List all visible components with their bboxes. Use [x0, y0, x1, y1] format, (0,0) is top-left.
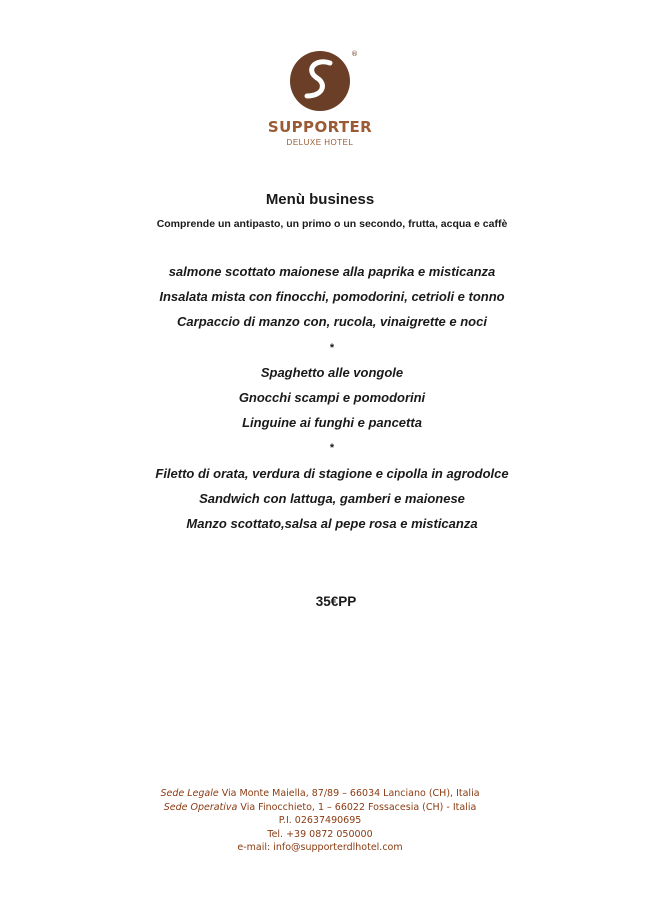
menu-title: Menù business	[265, 191, 375, 208]
dish-item: Spaghetto alle vongole	[260, 364, 404, 380]
supporter-s-circle-logo-icon	[285, 48, 358, 114]
sede-operativa-label: Sede Operativa	[163, 801, 238, 813]
dish-item: Gnocchi scampi e pomodorini	[238, 389, 426, 405]
dish-item: Insalata mista con finocchi, pomodorini, cetrioli e tonno	[159, 289, 505, 305]
registered-mark: ®	[351, 50, 358, 58]
footer-piva: P.I. 02637490695	[278, 815, 362, 826]
footer-sede-operativa	[0, 801, 640, 815]
sede-legale-address: Via Monte Maiella, 87/89 – 66034 Lanciano (CH), Italia	[221, 788, 480, 799]
sede-operativa-address: Via Finocchieto, 1 – 66022 Fossacesia (CH) - Italia	[240, 801, 477, 813]
menu-subtitle: Comprende un antipasto, un primo o un secondo, frutta, acqua e caffè	[156, 218, 508, 230]
hotel-logo	[0, 48, 640, 147]
footer-sede-legale	[0, 787, 640, 801]
footer-email[interactable]: e-mail: info@supporterdlhotel.com	[237, 842, 403, 853]
dish-item: Sandwich con lattuga, gamberi e maionese	[199, 490, 465, 506]
course-separator: *	[329, 341, 335, 354]
course-separator: *	[329, 442, 335, 455]
menu-price: 35€PP	[315, 594, 357, 609]
dish-item: Linguine ai funghi e pancetta	[242, 415, 422, 431]
brand-tagline: DELUXE HOTEL	[286, 138, 354, 147]
dish-item: Manzo scottato,salsa al pepe rosa e misticanza	[186, 515, 478, 531]
sede-legale-label: Sede Legale	[160, 788, 219, 799]
footer-phone: Tel. +39 0872 050000	[267, 828, 373, 840]
dish-list	[0, 263, 664, 540]
dish-item: salmone scottato maionese alla paprika e misticanza	[168, 264, 496, 279]
brand-name: SUPPORTER	[267, 118, 373, 136]
dish-item: Carpaccio di manzo con, rucola, vinaigrette e noci	[177, 314, 487, 330]
dish-item: Filetto di orata, verdura di stagione e cipolla in agrodolce	[155, 465, 509, 481]
company-footer	[0, 787, 640, 855]
